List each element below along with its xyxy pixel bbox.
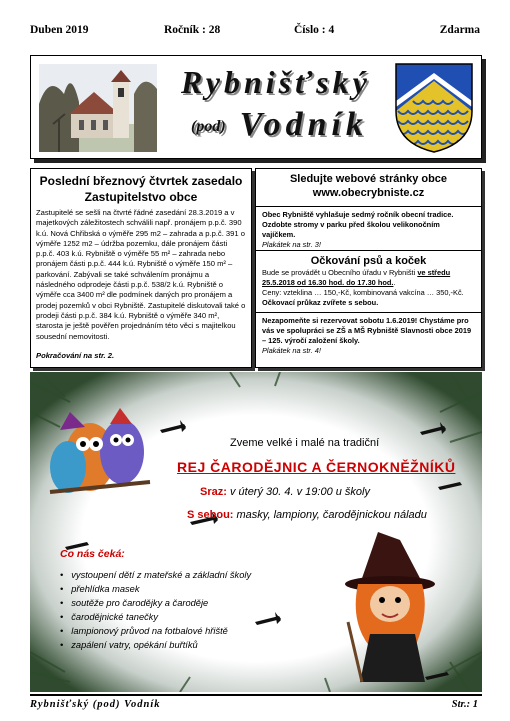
poster-when-text: v úterý 30. 4. v 19:00 u školy	[226, 486, 370, 498]
masthead	[30, 55, 482, 159]
issue-info-bar	[30, 24, 480, 38]
anniversary-box	[256, 313, 481, 367]
web-url[interactable]: www.obecrybniste.cz	[312, 187, 425, 199]
news-column	[255, 168, 482, 368]
poster-invite: Zveme velké i malé na tradiční	[230, 437, 380, 449]
witches-night-poster	[30, 372, 482, 692]
contest-text: Obec Rybniště vyhlašuje sedmý ročník obecní tradice. Ozdobte stromy v parku před školou velikonočním vajíčkem.	[262, 210, 454, 239]
masthead-pod: (pod)	[191, 118, 226, 136]
footer-page-number: Str.: 1	[451, 699, 478, 710]
article-council-meeting	[30, 168, 252, 368]
easter-contest-box	[256, 207, 481, 251]
anniversary-text: Nezapomeňte si rezervovat sobotu 1.6.2019! Chystáme pro vás ve spolupráci se ZŠ a MŠ Rybniště Slavnosti obce 2019 – 125. výročí založení školy.	[262, 316, 472, 345]
vaccination-text-before: Bude se provádět u Obecního úřadu v Rybništi	[262, 268, 418, 277]
masthead-title-line2	[191, 106, 368, 144]
list-item: • zapálení vatry, opékání buřtíků	[60, 638, 251, 652]
footer-name: Rybnišťský (pod) Vodník	[30, 699, 161, 710]
vaccination-title: Očkování psů a koček	[310, 255, 427, 267]
poster-title: REJ ČARODĚJNIC A ČERNOKNĚŽNÍKŮ	[177, 459, 456, 475]
web-title: Sledujte webové stránky obce	[289, 173, 448, 185]
vaccination-text-after: .	[393, 278, 396, 287]
web-box	[256, 169, 481, 207]
issue-month: Duben 2019	[30, 24, 89, 36]
poster-when	[200, 486, 370, 498]
list-item: • vystoupení dětí z mateřské a základní školy	[60, 568, 251, 582]
article-title: Poslední březnový čtvrtek zasedalo Zastupitelstvo obce	[39, 174, 243, 204]
issue-number: Číslo : 4	[294, 24, 335, 36]
church-photo	[39, 64, 157, 152]
anniversary-more: Plakátek na str. 4!	[262, 346, 321, 355]
vaccination-note: Očkovací průkaz zvířete s sebou.	[262, 298, 379, 307]
coat-of-arms-icon	[393, 61, 475, 155]
vaccination-date: ve středu 25.5.2018 od 16.30 hod. do 17.30 hod.	[262, 268, 451, 287]
poster-program-list	[60, 568, 251, 652]
vaccination-box	[256, 251, 481, 313]
poster-program-label: Co nás čeká:	[60, 548, 125, 560]
vaccination-prices: Ceny: vzteklina … 150,-Kč, kombinovaná vakcína … 350,-Kč.	[262, 288, 464, 297]
list-item: • čarodějnické tanečky	[60, 610, 251, 624]
masthead-title-line1: Rybnišťský	[181, 64, 371, 100]
list-item: • soutěže pro čarodějky a čaroděje	[60, 596, 251, 610]
poster-when-label: Sraz:	[200, 486, 227, 498]
page-footer	[30, 694, 482, 712]
contest-more: Plakátek na str. 3!	[262, 240, 321, 249]
masthead-title-vodnik: Vodník	[239, 106, 368, 143]
list-item: • přehlídka masek	[60, 582, 251, 596]
poster-bring	[187, 509, 427, 521]
article-continued: Pokračování na str. 2.	[36, 350, 115, 360]
issue-price: Zdarma	[439, 24, 480, 36]
issue-volume: Ročník : 28	[164, 24, 221, 36]
poster-bring-text: masky, lampiony, čarodějnickou náladu	[233, 509, 427, 521]
list-item: • lampionový průvod na fotbalové hřiště	[60, 624, 251, 638]
vaccination-text	[262, 268, 475, 288]
poster-bring-label: S sebou:	[187, 509, 234, 521]
article-body: Zastupitelé se sešli na čtvrté řádné zasedání 28.3.2019 a v majetkových záležitostech schválili např. pronájem p.p.č. 390 k.ú. Nová Chřibská o výměře 295 m2 – zahrada a p.p.č. 391 o výměře 1252 m2 – údržba pozemku, dále pronájem části p.p.č. 403 k.ú. Rybniště o výměře 55 m² – zahrada nebo pronájem části p.p.č. 444 k.ú. Rybniště o výměře 150 m² – parkování. Zabývali se také schválením pronájmu a následného odprodeje části p.p.č. 538/2 k.ú. Rybniště o výměře cca 3400 m² dle podmínek daných pro pronájem a prodej pozemků v obci Rybniště. Zastupitelé diskutovali také o prodeji části p.p.č. 384 k.ú. Rybniště o výměře 340 m², starosta je ještě pověřen projednáním této věci s majitelkou sousední nemovitosti.	[36, 208, 246, 341]
